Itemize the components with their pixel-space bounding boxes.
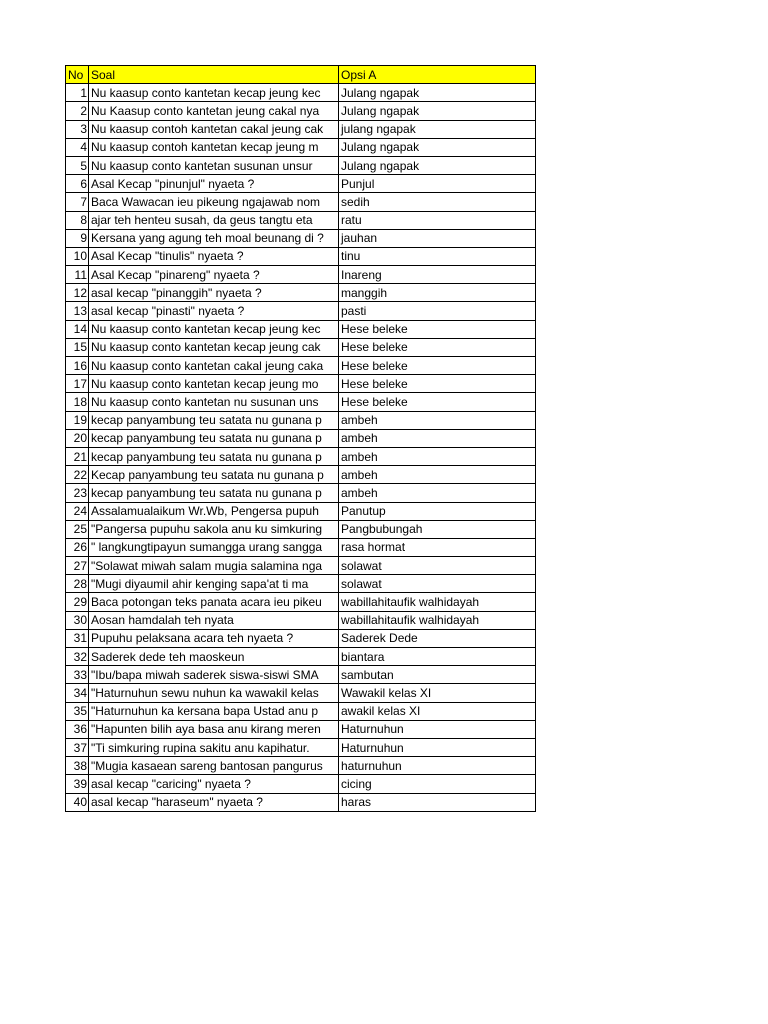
cell-opsi-a[interactable]: Pangbubungah — [339, 520, 536, 538]
cell-opsi-a[interactable]: wabillahitaufik walhidayah — [339, 593, 536, 611]
cell-opsi-a[interactable]: Punjul — [339, 175, 536, 193]
table-row — [66, 629, 536, 647]
cell-no[interactable]: 33 — [66, 666, 89, 684]
cell-opsi-a[interactable]: biantara — [339, 648, 536, 666]
cell-soal[interactable]: " langkungtipayun sumangga urang sangga — [89, 538, 339, 556]
cell-opsi-a[interactable]: cicing — [339, 775, 536, 793]
cell-opsi-a[interactable]: tinu — [339, 247, 536, 265]
cell-opsi-a[interactable]: Saderek Dede — [339, 629, 536, 647]
cell-soal[interactable]: Nu kaasup conto kantetan cakal jeung caka — [89, 357, 339, 375]
cell-soal[interactable]: "Haturnuhun sewu nuhun ka wawakil kelas — [89, 684, 339, 702]
header-soal[interactable]: Soal — [89, 66, 339, 84]
cell-soal[interactable]: Pupuhu pelaksana acara teh nyaeta ? — [89, 629, 339, 647]
cell-soal[interactable]: Kersana yang agung teh moal beunang di ? — [89, 229, 339, 247]
cell-no[interactable]: 27 — [66, 557, 89, 575]
cell-soal[interactable]: "Solawat miwah salam mugia salamina nga — [89, 557, 339, 575]
table-row — [66, 575, 536, 593]
cell-soal[interactable]: "Mugi diyaumil ahir kenging sapa'at ti ma — [89, 575, 339, 593]
cell-no[interactable]: 39 — [66, 775, 89, 793]
cell-opsi-a[interactable]: Panutup — [339, 502, 536, 520]
cell-soal[interactable]: Kecap panyambung teu satata nu gunana p — [89, 466, 339, 484]
table-row — [66, 738, 536, 756]
cell-no[interactable]: 20 — [66, 429, 89, 447]
cell-soal[interactable]: ajar teh henteu susah, da geus tangtu eta — [89, 211, 339, 229]
cell-no[interactable]: 21 — [66, 447, 89, 465]
cell-soal[interactable]: asal kecap "pinasti" nyaeta ? — [89, 302, 339, 320]
table-row — [66, 466, 536, 484]
cell-soal[interactable]: Nu kaasup conto kantetan nu susunan uns — [89, 393, 339, 411]
cell-no[interactable]: 6 — [66, 175, 89, 193]
table-row — [66, 156, 536, 174]
cell-no[interactable]: 30 — [66, 611, 89, 629]
table-row — [66, 357, 536, 375]
cell-opsi-a[interactable]: rasa hormat — [339, 538, 536, 556]
cell-opsi-a[interactable]: haturnuhun — [339, 757, 536, 775]
cell-no[interactable]: 34 — [66, 684, 89, 702]
table-row — [66, 320, 536, 338]
cell-no[interactable]: 19 — [66, 411, 89, 429]
cell-soal[interactable]: Baca potongan teks panata acara ieu pikeu — [89, 593, 339, 611]
table-row — [66, 484, 536, 502]
cell-opsi-a[interactable]: Hese beleke — [339, 320, 536, 338]
table-row — [66, 447, 536, 465]
cell-soal[interactable]: Nu kaasup conto kantetan kecap jeung mo — [89, 375, 339, 393]
table-row — [66, 266, 536, 284]
table-row — [66, 375, 536, 393]
cell-no[interactable]: 7 — [66, 193, 89, 211]
cell-no[interactable]: 23 — [66, 484, 89, 502]
table-row — [66, 338, 536, 356]
cell-no[interactable]: 28 — [66, 575, 89, 593]
table-row — [66, 520, 536, 538]
cell-opsi-a[interactable]: awakil kelas XI — [339, 702, 536, 720]
table-row — [66, 557, 536, 575]
table-row — [66, 757, 536, 775]
header-opsi-a[interactable]: Opsi A — [339, 66, 536, 84]
cell-soal[interactable]: "Hapunten bilih aya basa anu kirang meren — [89, 720, 339, 738]
header-no[interactable]: No — [66, 66, 89, 84]
cell-opsi-a[interactable]: wabillahitaufik walhidayah — [339, 611, 536, 629]
table-row — [66, 102, 536, 120]
cell-no[interactable]: 2 — [66, 102, 89, 120]
cell-no[interactable]: 15 — [66, 338, 89, 356]
cell-soal[interactable]: "Ibu/bapa miwah saderek siswa-siswi SMA — [89, 666, 339, 684]
cell-opsi-a[interactable]: Haturnuhun — [339, 720, 536, 738]
cell-no[interactable]: 4 — [66, 138, 89, 156]
cell-opsi-a[interactable]: Haturnuhun — [339, 738, 536, 756]
cell-no[interactable]: 26 — [66, 538, 89, 556]
cell-opsi-a[interactable]: Inareng — [339, 266, 536, 284]
cell-soal[interactable]: Asal Kecap "pinareng" nyaeta ? — [89, 266, 339, 284]
table-row — [66, 229, 536, 247]
cell-no[interactable]: 40 — [66, 793, 89, 811]
table-row — [66, 411, 536, 429]
table-row — [66, 720, 536, 738]
cell-opsi-a[interactable]: ambeh — [339, 484, 536, 502]
table-row — [66, 247, 536, 265]
cell-soal[interactable]: kecap panyambung teu satata nu gunana p — [89, 447, 339, 465]
cell-no[interactable]: 12 — [66, 284, 89, 302]
cell-opsi-a[interactable]: Hese beleke — [339, 393, 536, 411]
cell-soal[interactable]: Nu kaasup conto kantetan kecap jeung cak — [89, 338, 339, 356]
table-row — [66, 684, 536, 702]
cell-opsi-a[interactable]: sambutan — [339, 666, 536, 684]
cell-no[interactable]: 9 — [66, 229, 89, 247]
cell-no[interactable]: 35 — [66, 702, 89, 720]
cell-no[interactable]: 10 — [66, 247, 89, 265]
table-row — [66, 538, 536, 556]
cell-no[interactable]: 18 — [66, 393, 89, 411]
table-row — [66, 793, 536, 811]
cell-no[interactable]: 36 — [66, 720, 89, 738]
cell-no[interactable]: 22 — [66, 466, 89, 484]
cell-soal[interactable]: asal kecap "caricing" nyaeta ? — [89, 775, 339, 793]
cell-soal[interactable]: Baca Wawacan ieu pikeung ngajawab nom — [89, 193, 339, 211]
cell-opsi-a[interactable]: ambeh — [339, 411, 536, 429]
cell-opsi-a[interactable]: haras — [339, 793, 536, 811]
cell-no[interactable]: 29 — [66, 593, 89, 611]
cell-soal[interactable]: Nu kaasup conto kantetan kecap jeung kec — [89, 84, 339, 102]
table-row — [66, 302, 536, 320]
cell-no[interactable]: 3 — [66, 120, 89, 138]
cell-soal[interactable]: Nu Kaasup conto kantetan jeung cakal nya — [89, 102, 339, 120]
cell-opsi-a[interactable]: solawat — [339, 557, 536, 575]
cell-soal[interactable]: Nu kaasup contoh kantetan cakal jeung cak — [89, 120, 339, 138]
cell-opsi-a[interactable]: Julang ngapak — [339, 138, 536, 156]
cell-soal[interactable]: Asal Kecap "pinunjul" nyaeta ? — [89, 175, 339, 193]
cell-opsi-a[interactable]: Julang ngapak — [339, 84, 536, 102]
cell-opsi-a[interactable]: Wawakil kelas XI — [339, 684, 536, 702]
cell-no[interactable]: 25 — [66, 520, 89, 538]
table-row — [66, 648, 536, 666]
cell-opsi-a[interactable]: Julang ngapak — [339, 156, 536, 174]
cell-opsi-a[interactable]: ratu — [339, 211, 536, 229]
cell-soal[interactable]: kecap panyambung teu satata nu gunana p — [89, 411, 339, 429]
cell-soal[interactable]: Nu kaasup contoh kantetan kecap jeung m — [89, 138, 339, 156]
question-table — [65, 65, 536, 812]
cell-soal[interactable]: Asal Kecap "tinulis" nyaeta ? — [89, 247, 339, 265]
cell-opsi-a[interactable]: ambeh — [339, 447, 536, 465]
cell-soal[interactable]: kecap panyambung teu satata nu gunana p — [89, 429, 339, 447]
table-row — [66, 429, 536, 447]
cell-soal[interactable]: "Haturnuhun ka kersana bapa Ustad anu p — [89, 702, 339, 720]
table-row — [66, 138, 536, 156]
cell-opsi-a[interactable]: Hese beleke — [339, 375, 536, 393]
cell-no[interactable]: 5 — [66, 156, 89, 174]
cell-soal[interactable]: Nu kaasup conto kantetan susunan unsur — [89, 156, 339, 174]
cell-no[interactable]: 17 — [66, 375, 89, 393]
table-row — [66, 502, 536, 520]
cell-opsi-a[interactable]: manggih — [339, 284, 536, 302]
table-row — [66, 611, 536, 629]
cell-opsi-a[interactable]: sedih — [339, 193, 536, 211]
cell-soal[interactable]: Saderek dede teh maoskeun — [89, 648, 339, 666]
cell-opsi-a[interactable]: ambeh — [339, 466, 536, 484]
cell-soal[interactable]: "Pangersa pupuhu sakola anu ku simkuring — [89, 520, 339, 538]
table-row — [66, 393, 536, 411]
cell-soal[interactable]: kecap panyambung teu satata nu gunana p — [89, 484, 339, 502]
cell-no[interactable]: 37 — [66, 738, 89, 756]
table-row — [66, 175, 536, 193]
cell-soal[interactable]: "Ti simkuring rupina sakitu anu kapihatur. — [89, 738, 339, 756]
cell-soal[interactable]: Aosan hamdalah teh nyata — [89, 611, 339, 629]
cell-soal[interactable]: Assalamualaikum Wr.Wb, Pengersa pupuh — [89, 502, 339, 520]
cell-no[interactable]: 24 — [66, 502, 89, 520]
cell-no[interactable]: 11 — [66, 266, 89, 284]
table-row — [66, 120, 536, 138]
cell-no[interactable]: 13 — [66, 302, 89, 320]
cell-opsi-a[interactable]: Hese beleke — [339, 338, 536, 356]
cell-no[interactable]: 14 — [66, 320, 89, 338]
cell-opsi-a[interactable]: solawat — [339, 575, 536, 593]
cell-soal[interactable]: asal kecap "haraseum" nyaeta ? — [89, 793, 339, 811]
cell-no[interactable]: 1 — [66, 84, 89, 102]
cell-soal[interactable]: "Mugia kasaean sareng bantosan pangurus — [89, 757, 339, 775]
cell-opsi-a[interactable]: jauhan — [339, 229, 536, 247]
cell-soal[interactable]: Nu kaasup conto kantetan kecap jeung kec — [89, 320, 339, 338]
table-row — [66, 193, 536, 211]
cell-no[interactable]: 16 — [66, 357, 89, 375]
table-row — [66, 775, 536, 793]
cell-no[interactable]: 32 — [66, 648, 89, 666]
cell-no[interactable]: 38 — [66, 757, 89, 775]
table-row — [66, 666, 536, 684]
cell-opsi-a[interactable]: julang ngapak — [339, 120, 536, 138]
cell-soal[interactable]: asal kecap "pinanggih" nyaeta ? — [89, 284, 339, 302]
cell-opsi-a[interactable]: Hese beleke — [339, 357, 536, 375]
table-row — [66, 702, 536, 720]
cell-opsi-a[interactable]: Julang ngapak — [339, 102, 536, 120]
header-row — [66, 66, 536, 84]
cell-no[interactable]: 8 — [66, 211, 89, 229]
cell-no[interactable]: 31 — [66, 629, 89, 647]
cell-opsi-a[interactable]: ambeh — [339, 429, 536, 447]
table-row — [66, 84, 536, 102]
cell-opsi-a[interactable]: pasti — [339, 302, 536, 320]
table-row — [66, 284, 536, 302]
table-row — [66, 593, 536, 611]
table-row — [66, 211, 536, 229]
